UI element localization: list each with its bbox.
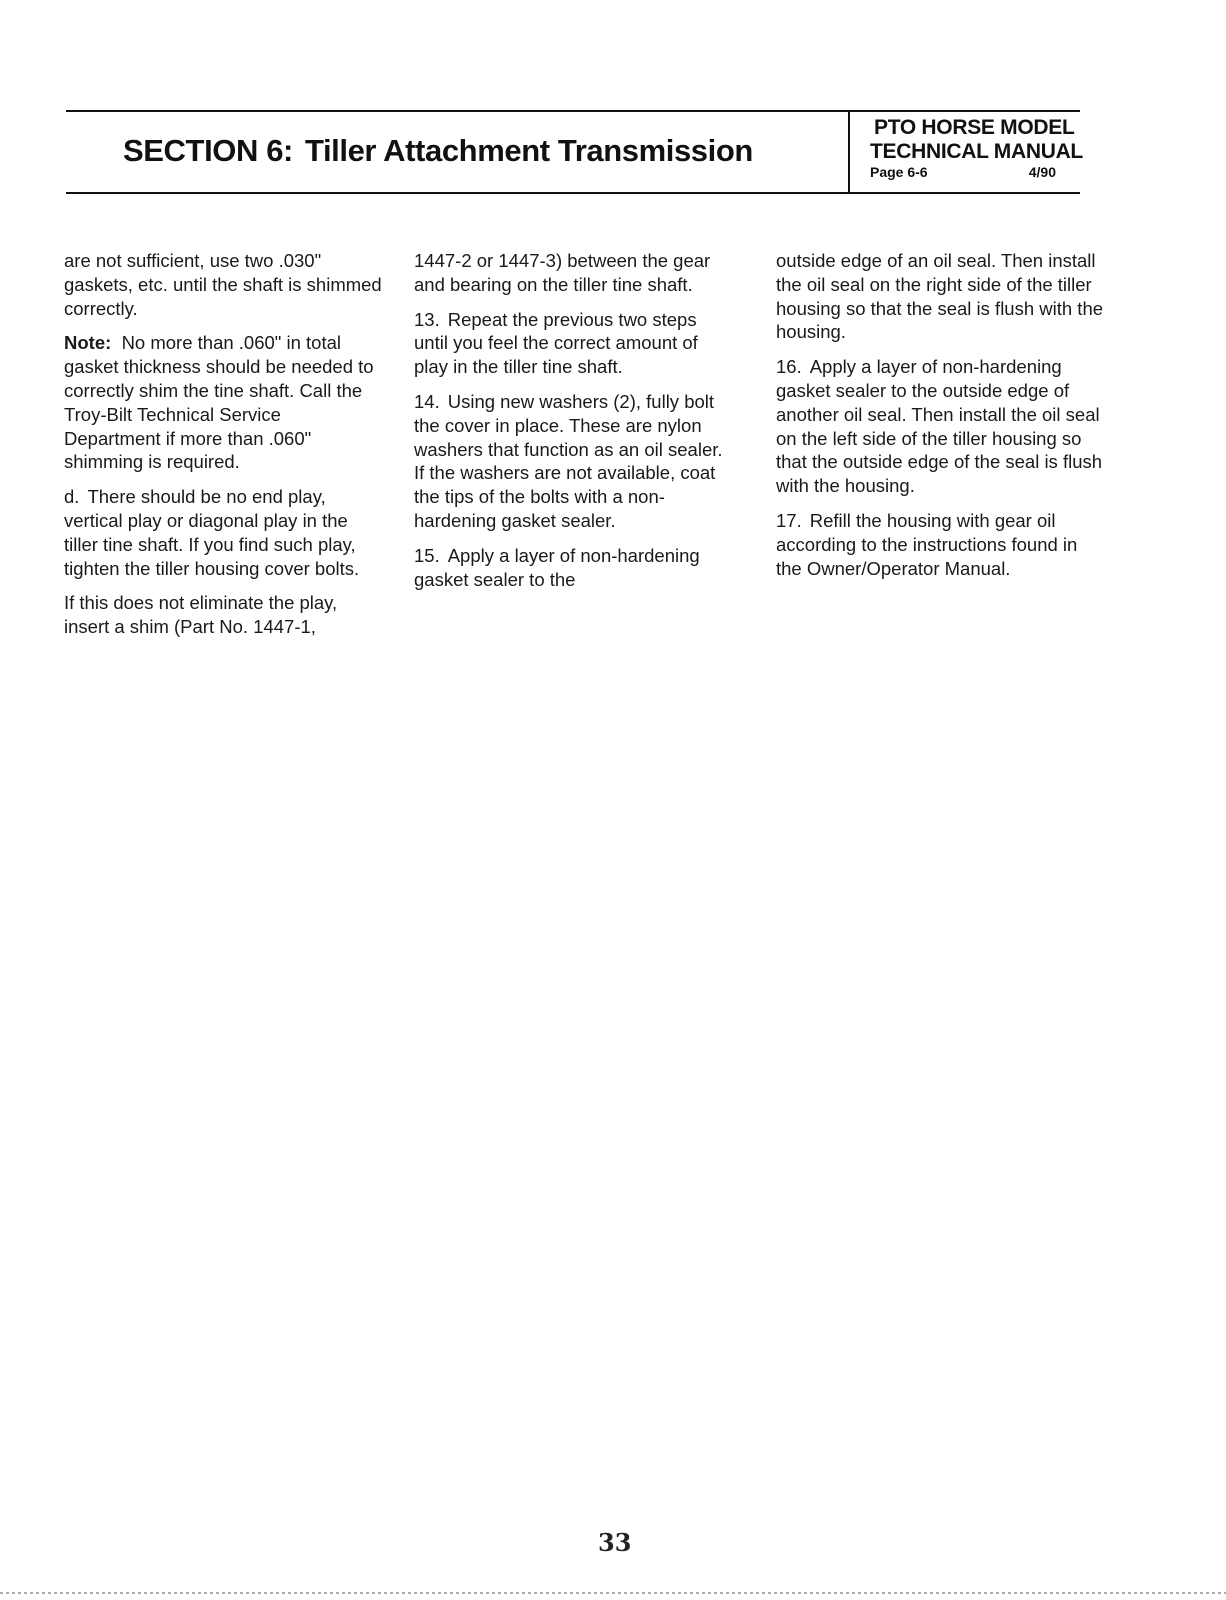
note-label: Note: bbox=[64, 332, 112, 354]
step-d bbox=[64, 485, 382, 580]
text-column-3 bbox=[776, 249, 1106, 591]
manual-info bbox=[870, 116, 1083, 180]
step-16 bbox=[776, 355, 1106, 498]
note-paragraph bbox=[64, 331, 382, 474]
step-17 bbox=[776, 509, 1106, 580]
text-column-1 bbox=[64, 249, 382, 650]
step-15 bbox=[414, 544, 732, 592]
header-bottom-rule bbox=[66, 192, 1080, 194]
paragraph: are not sufficient, use two .030" gaskets, etc. until the shaft is shimmed correctly. bbox=[64, 250, 382, 319]
step-label: d. bbox=[64, 486, 80, 508]
manual-name: TECHNICAL MANUAL bbox=[870, 140, 1083, 163]
page-info bbox=[870, 164, 1056, 180]
page-label: Page 6-6 bbox=[870, 164, 928, 180]
scan-edge-line bbox=[0, 1592, 1226, 1594]
header-divider bbox=[848, 110, 850, 194]
step-text: Repeat the previous two steps until you feel the correct amount of play in the tiller tine shaft. bbox=[414, 308, 698, 378]
step-text: Refill the housing with gear oil according to the instructions found in the Owner/Operator Manual. bbox=[776, 509, 1078, 579]
revision-date: 4/90 bbox=[1028, 164, 1056, 180]
step-number: 15. bbox=[414, 544, 440, 566]
header-top-rule bbox=[66, 110, 1080, 112]
section-title bbox=[123, 133, 753, 169]
text-column-2 bbox=[414, 249, 732, 602]
step-text: Apply a layer of non-hardening gasket sealer to the bbox=[414, 544, 700, 590]
paragraph: If this does not eliminate the play, insert a shim (Part No. 1447-1, bbox=[64, 592, 338, 638]
step-text: Using new washers (2), fully bolt the cover in place. These are nylon washers that function as an oil sealer. If the washers are not available, coat the tips of the bolts with a non-hardening gasket sealer. bbox=[414, 390, 723, 531]
page-header bbox=[66, 110, 1083, 194]
paragraph: outside edge of an oil seal. Then install the oil seal on the right side of the tiller housing so that the seal is flush with the housing. bbox=[776, 250, 1104, 343]
section-name: Tiller Attachment Transmission bbox=[304, 133, 753, 168]
step-text: Apply a layer of non-hardening gasket sealer to the outside edge of another oil seal. Then install the oil seal on the left side of the tiller housing so that the outside edge of the seal is flush with the housing. bbox=[776, 356, 1103, 497]
page-number: 33 bbox=[598, 1528, 632, 1557]
step-number: 17. bbox=[776, 509, 802, 531]
step-number: 14. bbox=[414, 390, 440, 412]
step-number: 13. bbox=[414, 308, 440, 330]
step-text: There should be no end play, vertical play or diagonal play in the tiller tine shaft. If you find such play, tighten the tiller housing cover bolts. bbox=[64, 486, 360, 579]
step-14 bbox=[414, 390, 732, 533]
section-number: SECTION 6: bbox=[123, 133, 293, 168]
step-13 bbox=[414, 308, 732, 379]
model-name: PTO HORSE MODEL bbox=[874, 116, 1075, 139]
step-number: 16. bbox=[776, 356, 802, 378]
paragraph: 1447-2 or 1447-3) between the gear and bearing on the tiller tine shaft. bbox=[414, 250, 711, 295]
note-text: No more than .060" in total gasket thickness should be needed to correctly shim the tine shaft. Call the Troy-Bilt Technical Service Department if more than .060" shimming is required. bbox=[64, 332, 374, 473]
